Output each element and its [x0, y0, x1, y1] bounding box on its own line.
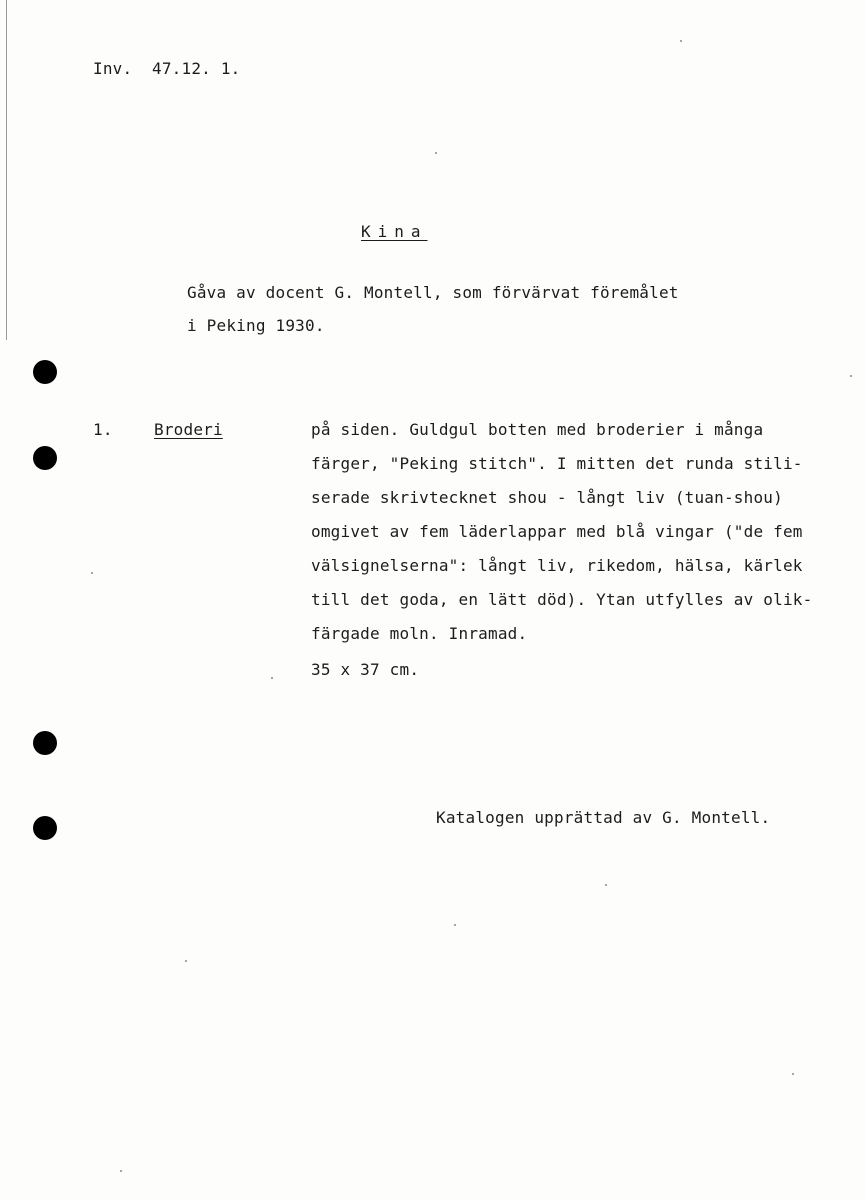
- paper-speck: [91, 572, 93, 574]
- punch-hole-1: [33, 360, 57, 384]
- item-description-line-5: välsignelserna": långt liv, rikedom, hälsa, kärlek: [311, 556, 803, 575]
- item-dimensions: 35 x 37 cm.: [311, 660, 420, 679]
- item-description-line-3: serade skrivtecknet shou - långt liv (tuan-shou): [311, 488, 783, 507]
- item-name: Broderi: [154, 420, 223, 439]
- item-description-line-6: till det goda, en lätt död). Ytan utfylles av olik-: [311, 590, 813, 609]
- paper-speck: [792, 1073, 794, 1075]
- paper-speck: [435, 152, 437, 154]
- punch-hole-3: [33, 731, 57, 755]
- paper-speck: [850, 375, 852, 377]
- paper-speck: [680, 40, 682, 42]
- punch-hole-4: [33, 816, 57, 840]
- item-description-line-1: på siden. Guldgul botten med broderier i många: [311, 420, 764, 439]
- inventory-number: Inv. 47.12. 1.: [93, 59, 241, 78]
- item-number: 1.: [93, 420, 113, 439]
- paper-speck: [454, 924, 456, 926]
- paper-speck: [120, 1170, 122, 1172]
- paper-speck: [185, 960, 187, 962]
- page-title: Kina: [361, 222, 428, 241]
- item-description-line-4: omgivet av fem läderlappar med blå vingar ("de fem: [311, 522, 803, 541]
- punch-hole-2: [33, 446, 57, 470]
- left-margin-rule: [6, 0, 7, 340]
- catalog-signature: Katalogen upprättad av G. Montell.: [436, 808, 771, 827]
- paper-speck: [271, 677, 273, 679]
- item-description-line-2: färger, "Peking stitch". I mitten det runda stili-: [311, 454, 803, 473]
- item-description-line-7: färgade moln. Inramad.: [311, 624, 528, 643]
- provenance-line-1: Gåva av docent G. Montell, som förvärvat föremålet: [187, 283, 679, 302]
- paper-speck: [605, 884, 607, 886]
- provenance-line-2: i Peking 1930.: [187, 316, 325, 335]
